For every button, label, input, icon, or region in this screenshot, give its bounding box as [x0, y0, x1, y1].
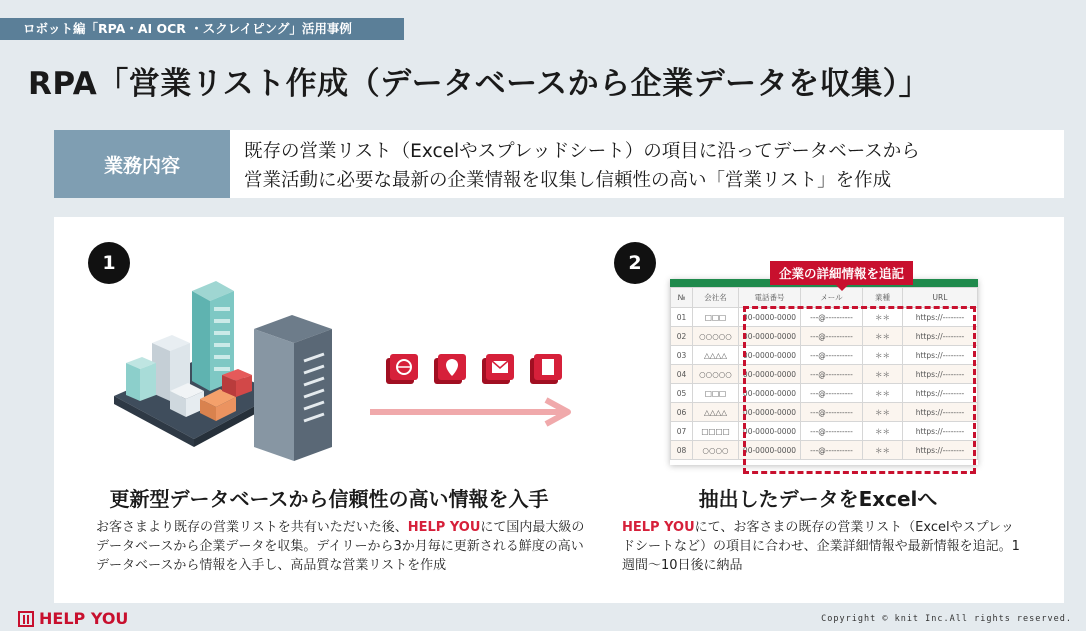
excel-sheet: [670, 266, 978, 465]
step2-body: [622, 518, 1026, 575]
table-cell: 00-0000-0000: [739, 441, 801, 460]
table-cell: ---@----------: [801, 403, 863, 422]
city-database-illustration: [104, 271, 344, 461]
table-cell: 00-0000-0000: [739, 327, 801, 346]
col-header: URL: [903, 288, 978, 308]
table-cell: https://--------: [903, 422, 978, 441]
col-header: 電話番号: [739, 288, 801, 308]
table-cell: ＊＊: [863, 384, 903, 403]
table-cell: ---@----------: [801, 441, 863, 460]
step1-body-pre: お客さまより既存の営業リストを共有いただいた後、: [96, 520, 408, 535]
task-description-line1: 既存の営業リスト（Excelやスプレッドシート）の項目に沿ってデータベースから: [244, 141, 920, 162]
table-cell: 08: [671, 441, 693, 460]
table-cell: □□□: [693, 384, 739, 403]
table-cell: 05: [671, 384, 693, 403]
table-cell: https://--------: [903, 346, 978, 365]
web-icon: [386, 354, 418, 384]
table-cell: ＊＊: [863, 403, 903, 422]
table-cell: ＊＊: [863, 422, 903, 441]
step1-body: [96, 518, 592, 575]
location-pin-icon: [434, 354, 466, 384]
logo-text: HELP YOU: [39, 609, 129, 628]
table-cell: 00-0000-0000: [739, 365, 801, 384]
table-cell: ---@----------: [801, 365, 863, 384]
table-cell: https://--------: [903, 365, 978, 384]
document-icon: [530, 354, 562, 384]
table-cell: □□□: [693, 308, 739, 327]
table-cell: ---@----------: [801, 422, 863, 441]
table-cell: ＊＊: [863, 365, 903, 384]
table-cell: 03: [671, 346, 693, 365]
table-cell: https://--------: [903, 441, 978, 460]
table-cell: 06: [671, 403, 693, 422]
step1-number: 1: [88, 242, 130, 284]
col-header: 業種: [863, 288, 903, 308]
step2-number: 2: [614, 242, 656, 284]
table-cell: □□□□: [693, 422, 739, 441]
table-cell: ---@----------: [801, 346, 863, 365]
step2-title: 抽出したデータをExcelへ: [698, 487, 938, 511]
col-header: №: [671, 288, 693, 308]
table-cell: ＊＊: [863, 308, 903, 327]
table-cell: 04: [671, 365, 693, 384]
table-cell: ＊＊: [863, 346, 903, 365]
table-cell: 00-0000-0000: [739, 346, 801, 365]
content-panel: [54, 217, 1064, 603]
step2-body-post: にて、お客さまの既存の営業リスト（Excelやスプレッドシートなど）の項目に合わせ、企業詳細情報や最新情報を追記。1週間〜10日後に納品: [622, 520, 1020, 573]
table-cell: 07: [671, 422, 693, 441]
table-cell: 00-0000-0000: [739, 308, 801, 327]
table-cell: ○○○○○: [693, 365, 739, 384]
task-description: [230, 130, 1064, 198]
table-cell: 00-0000-0000: [739, 384, 801, 403]
section-tag: ロボット編「RPA・AI OCR ・スクレイピング」活用事例: [0, 18, 404, 40]
step1-body-post: にて国内最大級のデータベースから企業データを収集。デイリーから3か月毎に更新される鮮度の高いデータベースから情報を入手し、高品質な営業リストを作成: [96, 520, 585, 573]
table-cell: ○○○○○: [693, 327, 739, 346]
table-cell: https://--------: [903, 308, 978, 327]
table-cell: △△△△: [693, 403, 739, 422]
table-cell: ---@----------: [801, 327, 863, 346]
flow-arrow-icon: [370, 397, 576, 427]
help-you-logo: [18, 609, 128, 628]
step2-body-brand: HELP YOU: [622, 520, 695, 535]
copyright: Copyright © knit Inc.All rights reserved.: [821, 614, 1072, 624]
table-cell: ＊＊: [863, 441, 903, 460]
table-cell: https://--------: [903, 327, 978, 346]
table-cell: ○○○○: [693, 441, 739, 460]
task-label: 業務内容: [54, 130, 230, 198]
logo-mark-icon: [18, 611, 34, 627]
table-cell: 00-0000-0000: [739, 403, 801, 422]
table-cell: ---@----------: [801, 384, 863, 403]
col-header: 会社名: [693, 288, 739, 308]
table-cell: https://--------: [903, 403, 978, 422]
table-cell: ＊＊: [863, 327, 903, 346]
task-description-line2: 営業活動に必要な最新の企業情報を収集し信頼性の高い「営業リスト」を作成: [244, 170, 892, 191]
callout-label: 企業の詳細情報を追記: [770, 261, 913, 285]
table-cell: https://--------: [903, 384, 978, 403]
step1-body-brand: HELP YOU: [407, 520, 481, 535]
step1-title: 更新型データベースから信頼性の高い情報を入手: [109, 487, 549, 511]
col-header: メール: [801, 288, 863, 308]
table-cell: 00-0000-0000: [739, 422, 801, 441]
table-cell: △△△△: [693, 346, 739, 365]
page-title: RPA「営業リスト作成（データベースから企業データを収集）」: [28, 66, 931, 102]
table-cell: 02: [671, 327, 693, 346]
table-cell: ---@----------: [801, 308, 863, 327]
mail-icon: [482, 354, 514, 384]
highlight-box: [743, 306, 976, 474]
data-type-icons: [384, 350, 564, 390]
table-cell: 01: [671, 308, 693, 327]
